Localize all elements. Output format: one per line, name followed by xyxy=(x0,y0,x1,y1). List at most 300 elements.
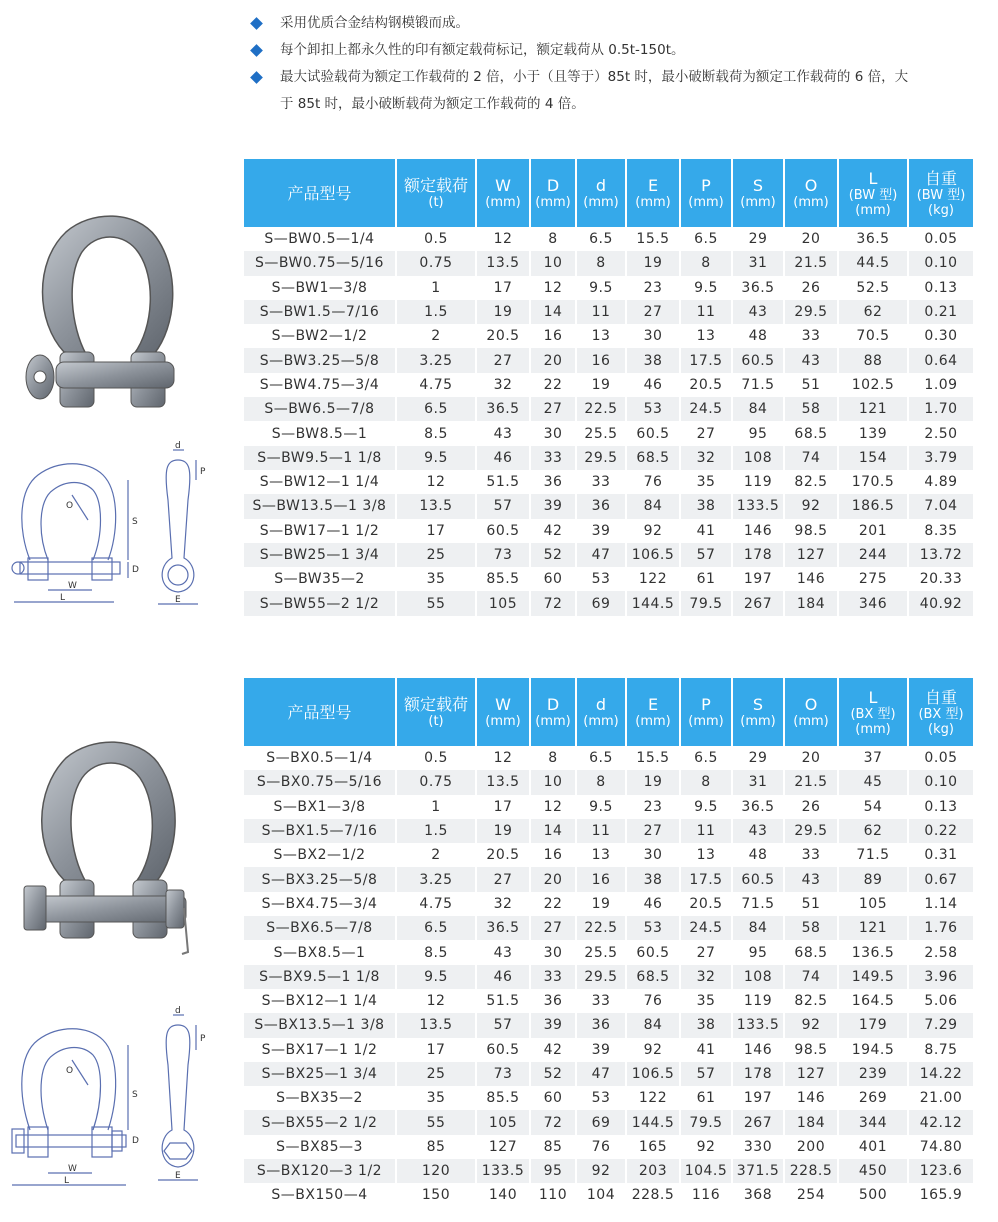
cell-big-d: 42 xyxy=(530,1038,576,1062)
cell-model: S—BW17—1 1/2 xyxy=(244,519,396,543)
cell-load: 55 xyxy=(396,591,476,615)
table-row xyxy=(244,397,974,421)
cell-s: 146 xyxy=(732,519,784,543)
table-row xyxy=(244,348,974,372)
cell-s: 108 xyxy=(732,965,784,989)
cell-w: 133.5 xyxy=(476,1159,530,1183)
cell-o: 228.5 xyxy=(784,1159,838,1183)
cell-model: S—BW8.5—1 xyxy=(244,421,396,445)
cell-s: 31 xyxy=(732,251,784,275)
cell-d: 76 xyxy=(576,1135,626,1159)
dim-label-s: S xyxy=(132,1090,138,1100)
cell-weight: 14.22 xyxy=(908,1062,974,1086)
cell-d: 19 xyxy=(576,892,626,916)
col-e-label: E xyxy=(647,176,659,195)
cell-weight: 8.75 xyxy=(908,1038,974,1062)
bullet-item xyxy=(246,64,986,118)
cell-l: 179 xyxy=(838,1013,908,1037)
cell-s: 330 xyxy=(732,1135,784,1159)
diamond-bullet-icon xyxy=(250,17,263,30)
cell-s: 36.5 xyxy=(732,795,784,819)
cell-l: 269 xyxy=(838,1086,908,1110)
cell-e: 19 xyxy=(626,251,680,275)
table-row xyxy=(244,591,974,615)
cell-weight: 1.09 xyxy=(908,373,974,397)
cell-o: 43 xyxy=(784,867,838,891)
cell-p: 24.5 xyxy=(680,916,732,940)
dim-label-e: E xyxy=(175,1171,181,1181)
col-s-unit: (mm) xyxy=(740,195,776,210)
cell-o: 74 xyxy=(784,965,838,989)
cell-d: 19 xyxy=(576,373,626,397)
cell-model: S—BW35—2 xyxy=(244,567,396,591)
cell-s: 48 xyxy=(732,324,784,348)
cell-d: 25.5 xyxy=(576,421,626,445)
cell-model: S—BX9.5—1 1/8 xyxy=(244,965,396,989)
cell-e: 106.5 xyxy=(626,1062,680,1086)
cell-big-d: 16 xyxy=(530,843,576,867)
cell-load: 150 xyxy=(396,1183,476,1207)
cell-d: 8 xyxy=(576,251,626,275)
cell-e: 165 xyxy=(626,1135,680,1159)
cell-w: 32 xyxy=(476,373,530,397)
cell-l: 88 xyxy=(838,348,908,372)
cell-s: 119 xyxy=(732,989,784,1013)
col-weight-label: 自重 xyxy=(924,687,957,707)
cell-w: 60.5 xyxy=(476,1038,530,1062)
cell-w: 43 xyxy=(476,940,530,964)
cell-d: 11 xyxy=(576,300,626,324)
cell-w: 12 xyxy=(476,227,530,251)
dim-label-o: O xyxy=(66,501,74,511)
cell-model: S—BX17—1 1/2 xyxy=(244,1038,396,1062)
cell-s: 267 xyxy=(732,1110,784,1134)
col-o-label: O xyxy=(804,176,818,195)
cell-big-d: 10 xyxy=(530,251,576,275)
cell-o: 254 xyxy=(784,1183,838,1207)
cell-l: 52.5 xyxy=(838,276,908,300)
cell-big-d: 22 xyxy=(530,892,576,916)
dim-label-s: S xyxy=(132,517,138,527)
col-weight xyxy=(908,678,974,746)
cell-e: 53 xyxy=(626,916,680,940)
cell-load: 25 xyxy=(396,1062,476,1086)
cell-model: S—BW13.5—1 3/8 xyxy=(244,494,396,518)
cell-model: S—BX120—3 1/2 xyxy=(244,1159,396,1183)
cell-p: 104.5 xyxy=(680,1159,732,1183)
cell-weight: 0.05 xyxy=(908,227,974,251)
cell-p: 35 xyxy=(680,470,732,494)
cell-load: 55 xyxy=(396,1110,476,1134)
cell-s: 178 xyxy=(732,1062,784,1086)
table-row xyxy=(244,746,974,770)
cell-e: 122 xyxy=(626,567,680,591)
dim-label-l: L xyxy=(60,593,66,603)
cell-l: 186.5 xyxy=(838,494,908,518)
col-l-label: L xyxy=(868,168,878,188)
cell-big-d: 39 xyxy=(530,494,576,518)
cell-load: 35 xyxy=(396,1086,476,1110)
bx-table-body xyxy=(244,746,974,1208)
cell-l: 450 xyxy=(838,1159,908,1183)
col-l-unit: (mm) xyxy=(855,721,891,737)
col-l-label: L xyxy=(868,687,878,707)
cell-o: 51 xyxy=(784,892,838,916)
cell-load: 8.5 xyxy=(396,940,476,964)
cell-o: 200 xyxy=(784,1135,838,1159)
cell-l: 239 xyxy=(838,1062,908,1086)
col-weight-type: (BX 型) xyxy=(918,706,964,722)
col-big-d xyxy=(530,159,576,227)
bow-shackle-bolt-type-photo xyxy=(16,730,201,970)
cell-s: 267 xyxy=(732,591,784,615)
dim-label-w: W xyxy=(68,1164,77,1174)
cell-big-d: 14 xyxy=(530,300,576,324)
cell-l: 121 xyxy=(838,916,908,940)
cell-e: 19 xyxy=(626,770,680,794)
cell-model: S—BX6.5—7/8 xyxy=(244,916,396,940)
cell-s: 48 xyxy=(732,843,784,867)
cell-weight: 2.50 xyxy=(908,421,974,445)
cell-w: 73 xyxy=(476,543,530,567)
table-row xyxy=(244,567,974,591)
col-load xyxy=(396,678,476,746)
cell-o: 21.5 xyxy=(784,770,838,794)
col-weight xyxy=(908,159,974,227)
cell-load: 17 xyxy=(396,1038,476,1062)
cell-l: 275 xyxy=(838,567,908,591)
cell-w: 85.5 xyxy=(476,567,530,591)
cell-l: 71.5 xyxy=(838,843,908,867)
cell-e: 203 xyxy=(626,1159,680,1183)
dim-label-o: O xyxy=(66,1066,74,1076)
cell-o: 98.5 xyxy=(784,519,838,543)
cell-big-d: 20 xyxy=(530,867,576,891)
bullet-text: 采用优质合金结构钢模锻而成。 xyxy=(280,15,469,31)
cell-model: S—BW9.5—1 1/8 xyxy=(244,446,396,470)
col-d xyxy=(576,678,626,746)
cell-model: S—BW1—3/8 xyxy=(244,276,396,300)
col-l-type: (BW 型) xyxy=(848,187,898,203)
table-row xyxy=(244,300,974,324)
cell-l: 45 xyxy=(838,770,908,794)
cell-load: 6.5 xyxy=(396,397,476,421)
cell-model: S—BW12—1 1/4 xyxy=(244,470,396,494)
cell-d: 25.5 xyxy=(576,940,626,964)
col-d-unit: (mm) xyxy=(583,195,619,210)
cell-l: 194.5 xyxy=(838,1038,908,1062)
table-row xyxy=(244,1013,974,1037)
table-row xyxy=(244,1110,974,1134)
cell-s: 133.5 xyxy=(732,1013,784,1037)
cell-model: S—BX1—3/8 xyxy=(244,795,396,819)
table-row xyxy=(244,373,974,397)
cell-e: 23 xyxy=(626,276,680,300)
bw-table-body xyxy=(244,227,974,616)
cell-model: S—BX13.5—1 3/8 xyxy=(244,1013,396,1037)
cell-s: 119 xyxy=(732,470,784,494)
cell-big-d: 72 xyxy=(530,591,576,615)
cell-w: 13.5 xyxy=(476,251,530,275)
cell-big-d: 12 xyxy=(530,276,576,300)
cell-e: 92 xyxy=(626,519,680,543)
table-row xyxy=(244,1086,974,1110)
cell-weight: 7.29 xyxy=(908,1013,974,1037)
cell-e: 60.5 xyxy=(626,421,680,445)
cell-load: 1 xyxy=(396,795,476,819)
cell-o: 98.5 xyxy=(784,1038,838,1062)
cell-model: S—BX85—3 xyxy=(244,1135,396,1159)
col-d-label: d xyxy=(595,695,607,714)
cell-s: 108 xyxy=(732,446,784,470)
cell-d: 39 xyxy=(576,1038,626,1062)
cell-model: S—BX1.5—7/16 xyxy=(244,819,396,843)
cell-weight: 0.05 xyxy=(908,746,974,770)
cell-s: 36.5 xyxy=(732,276,784,300)
col-load-unit: (t) xyxy=(428,714,444,729)
cell-o: 82.5 xyxy=(784,989,838,1013)
cell-s: 29 xyxy=(732,746,784,770)
dim-label-d: d xyxy=(175,441,181,451)
diamond-bullet-icon xyxy=(250,71,263,84)
cell-big-d: 16 xyxy=(530,324,576,348)
cell-w: 36.5 xyxy=(476,397,530,421)
table-row xyxy=(244,519,974,543)
cell-w: 105 xyxy=(476,591,530,615)
table-row xyxy=(244,446,974,470)
cell-w: 46 xyxy=(476,965,530,989)
cell-big-d: 72 xyxy=(530,1110,576,1134)
cell-model: S—BX4.75—3/4 xyxy=(244,892,396,916)
cell-weight: 4.89 xyxy=(908,470,974,494)
cell-big-d: 33 xyxy=(530,965,576,989)
cell-s: 371.5 xyxy=(732,1159,784,1183)
cell-p: 57 xyxy=(680,1062,732,1086)
col-p-label: P xyxy=(701,695,711,714)
cell-o: 146 xyxy=(784,1086,838,1110)
cell-weight: 0.31 xyxy=(908,843,974,867)
cell-o: 33 xyxy=(784,324,838,348)
cell-l: 44.5 xyxy=(838,251,908,275)
col-s xyxy=(732,159,784,227)
col-e xyxy=(626,678,680,746)
table-row xyxy=(244,867,974,891)
cell-s: 60.5 xyxy=(732,348,784,372)
cell-s: 146 xyxy=(732,1038,784,1062)
cell-s: 84 xyxy=(732,397,784,421)
table-row xyxy=(244,843,974,867)
cell-load: 0.75 xyxy=(396,251,476,275)
cell-weight: 0.64 xyxy=(908,348,974,372)
cell-p: 116 xyxy=(680,1183,732,1207)
dim-label-p: P xyxy=(200,467,206,477)
cell-load: 0.5 xyxy=(396,227,476,251)
cell-d: 39 xyxy=(576,519,626,543)
table-row xyxy=(244,1159,974,1183)
cell-s: 43 xyxy=(732,819,784,843)
cell-p: 32 xyxy=(680,965,732,989)
cell-big-d: 39 xyxy=(530,1013,576,1037)
col-o-unit: (mm) xyxy=(793,195,829,210)
cell-e: 23 xyxy=(626,795,680,819)
cell-weight: 20.33 xyxy=(908,567,974,591)
cell-model: S—BW55—2 1/2 xyxy=(244,591,396,615)
col-s xyxy=(732,678,784,746)
cell-e: 38 xyxy=(626,867,680,891)
cell-o: 51 xyxy=(784,373,838,397)
table-row xyxy=(244,1062,974,1086)
cell-load: 2 xyxy=(396,324,476,348)
col-w-unit: (mm) xyxy=(485,714,521,729)
cell-weight: 3.96 xyxy=(908,965,974,989)
cell-l: 36.5 xyxy=(838,227,908,251)
cell-p: 8 xyxy=(680,251,732,275)
cell-p: 6.5 xyxy=(680,746,732,770)
table-row xyxy=(244,1135,974,1159)
cell-big-d: 36 xyxy=(530,470,576,494)
cell-load: 13.5 xyxy=(396,1013,476,1037)
table-row xyxy=(244,470,974,494)
col-e-label: E xyxy=(647,695,659,714)
cell-big-d: 33 xyxy=(530,446,576,470)
cell-weight: 40.92 xyxy=(908,591,974,615)
cell-weight: 1.14 xyxy=(908,892,974,916)
table-row xyxy=(244,494,974,518)
cell-load: 85 xyxy=(396,1135,476,1159)
cell-e: 27 xyxy=(626,300,680,324)
cell-l: 170.5 xyxy=(838,470,908,494)
cell-weight: 21.00 xyxy=(908,1086,974,1110)
cell-d: 36 xyxy=(576,1013,626,1037)
cell-p: 38 xyxy=(680,494,732,518)
cell-load: 8.5 xyxy=(396,421,476,445)
cell-o: 68.5 xyxy=(784,421,838,445)
cell-s: 95 xyxy=(732,421,784,445)
cell-w: 19 xyxy=(476,300,530,324)
cell-d: 6.5 xyxy=(576,227,626,251)
cell-e: 27 xyxy=(626,819,680,843)
cell-l: 201 xyxy=(838,519,908,543)
cell-l: 37 xyxy=(838,746,908,770)
cell-w: 27 xyxy=(476,348,530,372)
cell-big-d: 95 xyxy=(530,1159,576,1183)
cell-weight: 0.13 xyxy=(908,276,974,300)
cell-p: 24.5 xyxy=(680,397,732,421)
col-e-unit: (mm) xyxy=(635,714,671,729)
table-row xyxy=(244,892,974,916)
cell-load: 9.5 xyxy=(396,446,476,470)
cell-big-d: 30 xyxy=(530,940,576,964)
cell-weight: 2.58 xyxy=(908,940,974,964)
cell-e: 46 xyxy=(626,892,680,916)
cell-w: 51.5 xyxy=(476,470,530,494)
cell-e: 46 xyxy=(626,373,680,397)
cell-load: 1.5 xyxy=(396,300,476,324)
cell-o: 82.5 xyxy=(784,470,838,494)
cell-d: 33 xyxy=(576,989,626,1013)
cell-l: 70.5 xyxy=(838,324,908,348)
cell-l: 154 xyxy=(838,446,908,470)
cell-p: 20.5 xyxy=(680,373,732,397)
cell-o: 184 xyxy=(784,1110,838,1134)
cell-model: S—BW3.25—5/8 xyxy=(244,348,396,372)
cell-o: 68.5 xyxy=(784,940,838,964)
bullet-item xyxy=(246,37,986,64)
bullet-text-continued: 于 85t 时，最小破断载荷为额定工作载荷的 4 倍。 xyxy=(280,96,585,112)
cell-load: 120 xyxy=(396,1159,476,1183)
cell-d: 16 xyxy=(576,867,626,891)
table-row xyxy=(244,989,974,1013)
col-l xyxy=(838,159,908,227)
cell-l: 244 xyxy=(838,543,908,567)
cell-d: 9.5 xyxy=(576,795,626,819)
cell-w: 43 xyxy=(476,421,530,445)
cell-p: 17.5 xyxy=(680,348,732,372)
cell-e: 15.5 xyxy=(626,227,680,251)
col-o-unit: (mm) xyxy=(793,714,829,729)
cell-l: 89 xyxy=(838,867,908,891)
table-row xyxy=(244,543,974,567)
cell-weight: 13.72 xyxy=(908,543,974,567)
table-row xyxy=(244,251,974,275)
cell-weight: 42.12 xyxy=(908,1110,974,1134)
cell-s: 197 xyxy=(732,567,784,591)
col-load-label: 额定载荷 xyxy=(403,695,468,714)
cell-s: 368 xyxy=(732,1183,784,1207)
cell-model: S—BX0.5—1/4 xyxy=(244,746,396,770)
cell-model: S—BX8.5—1 xyxy=(244,940,396,964)
cell-d: 47 xyxy=(576,1062,626,1086)
col-l-type: (BX 型) xyxy=(850,706,896,722)
cell-w: 19 xyxy=(476,819,530,843)
cell-big-d: 36 xyxy=(530,989,576,1013)
col-p xyxy=(680,159,732,227)
cell-big-d: 52 xyxy=(530,1062,576,1086)
col-load xyxy=(396,159,476,227)
cell-big-d: 12 xyxy=(530,795,576,819)
cell-w: 127 xyxy=(476,1135,530,1159)
col-big-d-label: D xyxy=(546,695,560,714)
cell-d: 22.5 xyxy=(576,916,626,940)
col-l-unit: (mm) xyxy=(855,202,891,218)
cell-weight: 1.76 xyxy=(908,916,974,940)
cell-e: 84 xyxy=(626,1013,680,1037)
col-w-label: W xyxy=(495,695,511,714)
cell-big-d: 30 xyxy=(530,421,576,445)
cell-o: 127 xyxy=(784,1062,838,1086)
col-o-label: O xyxy=(804,695,818,714)
cell-big-d: 110 xyxy=(530,1183,576,1207)
col-w-label: W xyxy=(495,176,511,195)
col-o xyxy=(784,678,838,746)
cell-big-d: 20 xyxy=(530,348,576,372)
cell-p: 13 xyxy=(680,324,732,348)
dim-label-e: E xyxy=(175,595,181,605)
cell-weight: 5.06 xyxy=(908,989,974,1013)
cell-e: 68.5 xyxy=(626,446,680,470)
cell-p: 35 xyxy=(680,989,732,1013)
cell-weight: 123.6 xyxy=(908,1159,974,1183)
cell-e: 15.5 xyxy=(626,746,680,770)
table-row xyxy=(244,276,974,300)
cell-s: 71.5 xyxy=(732,892,784,916)
cell-o: 146 xyxy=(784,567,838,591)
cell-weight: 74.80 xyxy=(908,1135,974,1159)
cell-model: S—BW0.5—1/4 xyxy=(244,227,396,251)
cell-s: 29 xyxy=(732,227,784,251)
cell-model: S—BX35—2 xyxy=(244,1086,396,1110)
col-model: 产品型号 xyxy=(244,159,396,227)
